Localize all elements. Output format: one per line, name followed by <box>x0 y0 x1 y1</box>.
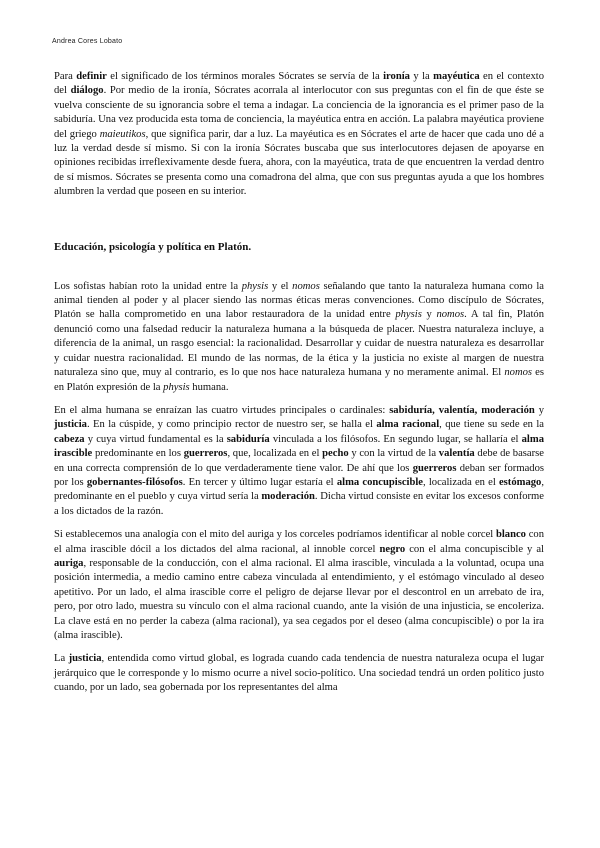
text-run: el significado de los términos morales Sócrates se servía de la <box>106 71 384 82</box>
italic-term: physis <box>163 381 190 393</box>
italic-term: nomos <box>292 280 320 292</box>
paragraph-ironia-mayeutica <box>54 70 544 200</box>
bold-term: auriga <box>54 557 84 569</box>
bold-term: estómago <box>498 476 542 488</box>
bold-term: gobernantes-filósofos <box>86 476 183 488</box>
text-run: señalando que tanto la naturaleza humana como la animal tienden al poder y al placer siendo las normas éticas meras convenciones. Como discípulo de Sócrates, Platón se halla comprometido en una labor restauradora de la unidad entre <box>54 280 544 321</box>
text-run: , que, localizada en el <box>227 448 323 460</box>
bold-term: sabiduría <box>226 433 270 445</box>
text-run: predominante en los <box>92 448 184 460</box>
bold-term: moderación <box>261 491 315 503</box>
text-run: Los sofistas habían roto la unidad entre la <box>54 280 242 292</box>
bold-term: alma racional <box>376 419 440 431</box>
bold-term: pecho <box>322 448 349 460</box>
italic-term: nomos <box>436 309 465 321</box>
italic-term: nomos <box>504 367 533 379</box>
bold-term: sabiduría, <box>389 404 435 416</box>
text-run: . Dicha virtud consiste en evitar los excesos conforme a los dictados de la razón. <box>54 491 544 517</box>
italic-term: maieutikos <box>99 128 146 140</box>
text-run: . A tal fin, Platón denunció como una falsedad reducir la naturaleza humana a la búsqueda de placer. Nuestra naturaleza incluye, a diferencia de la animal, un rasgo esencial: la racionalidad. Desarrollar y cuidar de nuestra naturaleza es desarrollar y cuidar nuestra racionalidad. El mundo de las normas, de la ética y la justicia no existe al margen de nuestra naturaleza sino que, muy al contrario, es lo que nos hace naturaleza humana y no meramente animal. El <box>54 309 545 379</box>
bold-term: moderación <box>481 404 535 416</box>
text-run: , que tiene su sede en la <box>439 419 545 431</box>
text-run: Para <box>54 71 77 82</box>
bold-term: definir <box>76 71 107 82</box>
bold-term: blanco <box>495 529 526 541</box>
text-run: y <box>534 404 545 416</box>
text-run: es en Platón expresión de la <box>54 367 544 393</box>
text-run: deban ser formados por los <box>54 462 544 488</box>
text-run: , responsable de la conducción, con el alma racional. El alma irascible, vinculada a la voluntad, ocupa una posición intermedia, a medio camino entre cabeza vinculada al entendimiento, y el estómago vinculado al deseo apetitivo. Por un lado, el alma irascible corre el peligro de dejarse llevar por el descontrol en un arrebato de ira, pero, por otro lado, muestra su vínculo con el alma racional cuando, ante la visión de una injusticia, se encoleriza. La clave está en no perder la cabeza (alma racional), ya sea cegados por el deseo (alma concupiscible) o por la ira (alma irascible). <box>54 557 544 641</box>
bold-term: justicia <box>68 653 102 665</box>
text-run: y con la virtud de la <box>348 448 439 460</box>
italic-term: physis <box>395 309 422 321</box>
bold-term: cabeza <box>54 433 85 445</box>
bold-term: negro <box>379 543 406 555</box>
text-run: y cuya virtud fundamental es la <box>84 433 227 445</box>
paragraph-physis-nomos <box>54 280 544 395</box>
bold-term: valentía <box>438 448 475 460</box>
document-body <box>54 70 544 696</box>
bold-term: guerreros <box>412 462 457 474</box>
bold-term: alma irascible <box>54 433 544 460</box>
bold-term: ironía <box>383 71 410 82</box>
italic-term: physis <box>241 280 269 292</box>
text-run: y la <box>409 71 434 82</box>
text-run: . En la cúspide, y como principio rector de nuestro ser, se halla el <box>86 419 377 431</box>
paragraph-mito-auriga <box>54 528 544 643</box>
text-run: vinculada a los filósofos. En segundo lugar, se hallaría el <box>269 433 522 445</box>
bold-term: alma concupiscible <box>336 476 423 488</box>
text-run: con el alma concupiscible y al <box>405 543 545 555</box>
text-run: En el alma humana se enraízan las cuatro virtudes principales o cardinales: <box>54 404 390 416</box>
text-run: en el contexto del <box>54 71 544 97</box>
text-run: y el <box>268 280 293 292</box>
section-title: Educación, psicología y política en Platón. <box>54 240 252 253</box>
bold-term: justicia <box>54 419 87 431</box>
text-run: humana. <box>189 381 229 393</box>
text-run: debe de basarse en una correcta comprensión de lo que verdaderamente tiene valor. De ahí que los <box>54 448 544 474</box>
text-run: . En tercer y último lugar estaría el <box>182 476 337 488</box>
text-run: La <box>54 653 69 665</box>
bold-term: guerreros <box>183 448 228 460</box>
text-run: , entendida como virtud global, es lograda cuando cada tendencia de nuestra naturaleza ocupa el lugar jerárquico que le corresponde y lo mismo ocurre a nivel socio-político. Una sociedad tendrá un orden político justo cuando, por un lado, sea gobernada por los representantes del alma <box>54 653 544 694</box>
paragraph-virtudes-alma <box>54 404 544 519</box>
text-run: . Por medio de la ironía, Sócrates acorrala al interlocutor con sus preguntas con el fin de que éste se vuelva consciente de su ignorancia sobre el tema a indagar. La conciencia de la ignorancia es el primer paso de la sabiduría. Una vez producida esta toma de conciencia, la mayéutica entra en acción. La palabra mayéutica proviene del griego <box>54 85 545 140</box>
paragraph-justicia <box>54 652 544 695</box>
text-run: y <box>421 309 437 321</box>
bold-term: valentía, <box>438 404 478 416</box>
text-run: con el alma irascible dócil a los dictados del alma racional, al innoble corcel <box>54 529 544 555</box>
bold-term: mayéutica <box>433 71 480 82</box>
text-run: , predominante en el pueblo y cuya virtud sería la <box>54 476 544 503</box>
bold-term: diálogo <box>70 85 104 97</box>
text-run: , que significa parir, dar a luz. La mayéutica es en Sócrates el arte de hacer que cada uno dé a luz la verdad desde sí mismo. Si con la ironía Sócrates buscaba que sus interlocutores dejasen de apoyarse en opiniones recibidas irreflexivamente desde fuera, ahora, con la mayéutica, trata de que encuentren la verdad dentro de sí mismos. Sócrates se presenta como una comadrona del alma, que con sus preguntas ayuda a que los hombres alumbren la verdad que poseen en su interior. <box>54 128 544 198</box>
author-header: Andrea Cores Lobato <box>52 38 123 45</box>
text-run: Si establecemos una analogía con el mito del auriga y los corceles podríamos identificar al noble corcel <box>54 529 496 541</box>
text-run: , localizada en el <box>423 476 499 488</box>
